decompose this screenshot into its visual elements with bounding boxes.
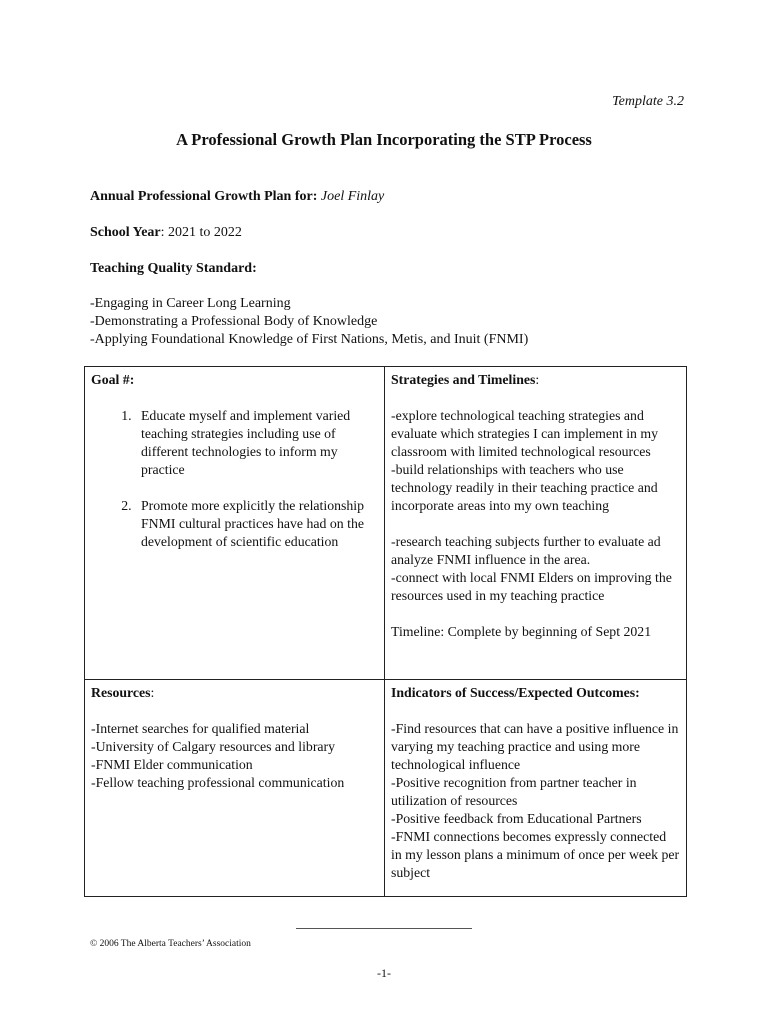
resource-item: -FNMI Elder communication bbox=[91, 757, 253, 772]
strategy-item: -connect with local FNMI Elders on improving the resources used in my teaching practice bbox=[391, 570, 672, 603]
resource-item: -Internet searches for qualified material bbox=[91, 721, 310, 736]
strategies-paragraph bbox=[391, 533, 680, 605]
goal-item: 2. Promote more explicitly the relationship FNMI cultural practices have had on the development of scientific education bbox=[135, 497, 378, 551]
resource-item: -Fellow teaching professional communication bbox=[91, 775, 345, 790]
standard-item: -Applying Foundational Knowledge of First Nations, Metis, and Inuit (FNMI) bbox=[90, 332, 529, 347]
school-year-field bbox=[90, 225, 242, 241]
indicators-header: Indicators of Success/Expected Outcomes: bbox=[391, 685, 640, 700]
strategy-item: -research teaching subjects further to evaluate ad analyze FNMI influence in the area. bbox=[391, 534, 661, 567]
standard-item: -Demonstrating a Professional Body of Knowledge bbox=[90, 314, 378, 329]
standards-list bbox=[90, 295, 528, 349]
plan-for-label: Annual Professional Growth Plan for: bbox=[90, 189, 318, 204]
page-number: -1- bbox=[377, 966, 391, 980]
indicators-cell bbox=[385, 680, 687, 897]
school-year-value: : 2021 to 2022 bbox=[160, 225, 242, 240]
table-row bbox=[85, 367, 687, 680]
footer-divider bbox=[296, 928, 472, 929]
goal-item: 1. Educate myself and implement varied teaching strategies including use of different technologies to inform my practice bbox=[135, 407, 378, 479]
strategies-cell bbox=[385, 367, 687, 680]
indicator-item: -Positive feedback from Educational Partners bbox=[391, 811, 642, 826]
indicator-item: -FNMI connections becomes expressly connected in my lesson plans a minimum of once per week per subject bbox=[391, 829, 680, 880]
template-label: Template 3.2 bbox=[612, 94, 684, 109]
copyright-notice: © 2006 The Alberta Teachers’ Association bbox=[90, 939, 251, 949]
resources-header: Resources: bbox=[91, 685, 155, 700]
timeline-text: Timeline: Complete by beginning of Sept 2021 bbox=[391, 624, 652, 639]
goals-header: Goal #: bbox=[91, 372, 135, 387]
strategy-item: -explore technological teaching strategies and evaluate which strategies I can implement in my classroom with limited technological resources bbox=[391, 408, 659, 459]
strategy-item: -build relationships with teachers who use technology readily in their teaching practice and incorporate areas into my own teaching bbox=[391, 462, 658, 513]
goals-cell bbox=[85, 367, 385, 680]
resource-item: -University of Calgary resources and library bbox=[91, 739, 336, 754]
indicator-item: -Find resources that can have a positive influence in varying my teaching practice and using more technological influence bbox=[391, 721, 679, 772]
standard-item: -Engaging in Career Long Learning bbox=[90, 296, 291, 311]
goals-list bbox=[91, 407, 378, 551]
document-title: A Professional Growth Plan Incorporating the STP Process bbox=[176, 130, 592, 149]
strategies-paragraph bbox=[391, 407, 680, 515]
resources-cell bbox=[85, 680, 385, 897]
plan-for-value: Joel Finlay bbox=[320, 189, 385, 204]
teaching-quality-standard-label: Teaching Quality Standard: bbox=[90, 261, 257, 276]
indicator-item: -Positive recognition from partner teacher in utilization of resources bbox=[391, 775, 637, 808]
table-row bbox=[85, 680, 687, 897]
plan-for-field bbox=[90, 189, 384, 205]
school-year-label: School Year bbox=[90, 225, 161, 240]
growth-plan-table bbox=[84, 366, 687, 897]
strategies-header: Strategies and Timelines: bbox=[391, 372, 540, 387]
